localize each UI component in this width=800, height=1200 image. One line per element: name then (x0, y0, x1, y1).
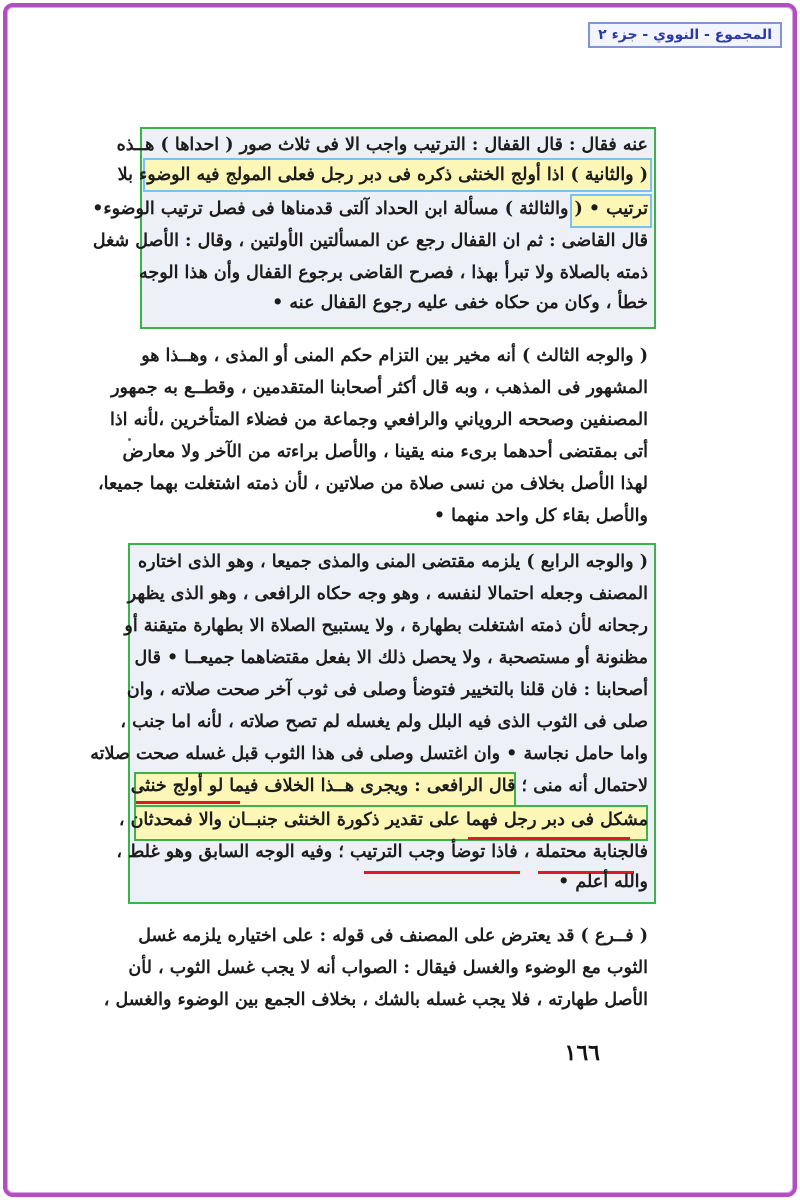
text-line: ( فــرع ) قد يعترض على المصنف فى قوله : على اختياره يلزمه غسل (138, 926, 648, 946)
block2-text (98, 342, 648, 532)
block4-text (103, 922, 648, 1022)
text-line: مشكل فى دبر رجل فهما على تقدير ذكورة الخنثى جنبــان والا فمحدثان ، (118, 810, 648, 830)
block1-text (92, 131, 648, 321)
text-line: لهذا الأصل بخلاف من نسى صلاة من صلاتين ، لأن ذمته اشتغلت بهما جميعا، (98, 474, 648, 494)
text-line: المصنف وجعله احتمالا لنفسه ، وهو وجه حكاه الرافعى ، وهو الذى يظهر (127, 584, 648, 604)
text-line: والله أعلم • (558, 872, 648, 892)
text-line: رجحانه لأن ذمته اشتغلت بطهارة ، ولا يستبيح الصلاة الا بطهارة متيقنة أو (124, 616, 648, 636)
text-line: الثوب مع الوضوء والغسل فيقال : الصواب أنه لا يجب غسل الثوب ، لأن (128, 958, 648, 978)
text-line: والأصل بقاء كل واحد منهما • (433, 506, 648, 526)
text-line: واما حامل نجاسة • وان اغتسل وصلى فى هذا الثوب قبل غسله صحت صلاته (90, 744, 648, 764)
text-line: عنه فقال : قال القفال : الترتيب واجب الا فى ثلاث صور ( احداها ) هــذه (116, 135, 648, 155)
text-line: ( والثانية ) اذا أولج الخنثى ذكره فى دبر رجل فعلى المولج فيه الوضوء بلا (117, 165, 648, 185)
text-line: ترتيب • ( والثالثة ) مسألة ابن الحداد آلتى قدمناها فى فصل ترتيب الوضوء• (92, 199, 648, 219)
text-line: ذمته بالصلاة ولا تبرأ بهذا ، فصرح القاضى برجوع القفال وأن هذا الوجه (139, 263, 648, 283)
page-number: ١٦٦ (564, 1040, 600, 1066)
text-line: صلى فى الثوب الذى فيه البلل ولم يغسله لم تصح صلاته ، لأنه اما جنب ، (120, 712, 648, 732)
text-line: المشهور فى المذهب ، وبه قال أكثر أصحابنا المتقدمين ، وقطــع به جمهور (111, 378, 648, 398)
text-line: فالجنابة محتملة ، فاذا توضأ وجب الترتيب ؛ وفيه الوجه السابق وهو غلط ، (116, 842, 648, 862)
scan-speck (128, 438, 131, 441)
book-tag: المجموع - النووي - جزء ٢ (588, 22, 782, 48)
text-line: أصحابنا : فان قلنا بالتخيير فتوضأ وصلى فى ثوب آخر صحت صلاته ، وان (126, 680, 648, 700)
text-line: الأصل طهارته ، فلا يجب غسله بالشك ، بخلاف الجمع بين الوضوء والغسل ، (103, 990, 648, 1010)
block3-text (90, 548, 648, 898)
text-line: المصنفين وصححه الروياني والرافعي وجماعة من فضلاء المتأخرين ،لأنه اذا (110, 410, 648, 430)
text-line: قال القاضى : ثم ان القفال رجع عن المسألتين الأولتين ، وقال : الأصل شغل (92, 231, 648, 251)
text-line: خطأ ، وكان من حكاه خفى عليه رجوع القفال عنه • (272, 293, 648, 313)
text-line: ( والوجه الثالث ) أنه مخير بين التزام حكم المنى أو المذى ، وهــذا هو (141, 346, 648, 366)
text-line: أتى بمقتضى أحدهما برىء منه يقينا ، والأصل براءته من الآخر ولا معارض (122, 442, 648, 462)
text-line: ( والوجه الرابع ) يلزمه مقتضى المنى والمذى جميعا ، وهو الذى اختاره (138, 552, 648, 572)
text-line: مظنونة أو مستصحبة ، ولا يحصل ذلك الا بفعل مقتضاهما جميعــا • قال (134, 648, 648, 668)
text-line: لاحتمال أنه منى ؛ قال الرافعى : ويجرى هــذا الخلاف فيما لو أولج خنثى (130, 776, 648, 796)
